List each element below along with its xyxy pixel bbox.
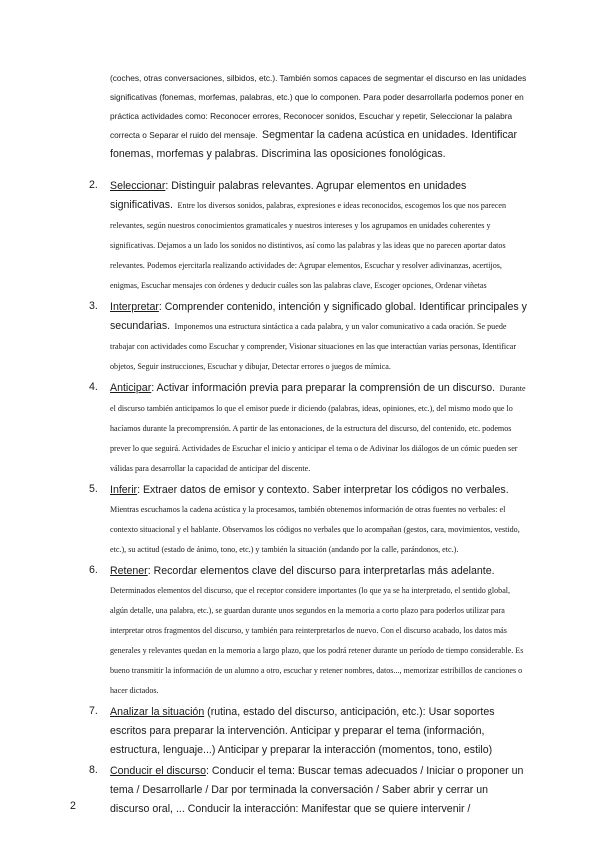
item-term: Inferir	[110, 484, 138, 496]
list-item	[0, 176, 530, 295]
item-term: Anticipar	[110, 382, 152, 394]
item-number: 2.	[89, 179, 98, 191]
item-detail: Mientras escuchamos la cadena acústica y la procesamos, también obtenemos información de otras fuentes no verbales: el contexto situacional y el hablante. Observamos los códigos no verbales que lo acompañan (gestos, cara, movimientos, vestido, etc.), su actitud (estado de ánimo, tono, etc.) y también la situación (andando por la calle, parándonos, etc.).	[110, 505, 520, 554]
item-number: 5.	[89, 483, 98, 495]
item-summary: : Activar información previa para preparar la comprensión de un discurso.	[151, 382, 496, 394]
list-item	[0, 761, 530, 818]
item-summary: : Extraer datos de emisor y contexto. Saber interpretar los códigos no verbales.	[137, 484, 509, 496]
item-number: 4.	[89, 381, 98, 393]
item-term: Seleccionar	[110, 180, 166, 192]
item-summary: (rutina, estado del discurso, anticipación, etc.): Usar soportes escritos para preparar la intervención. Anticipar y preparar el tema (información, estructura, lenguaje...) Anticipar y preparar la interacción (momentos, tono, estilo)	[110, 706, 495, 756]
item-summary: : Comprender contenido, intención y significado global. Identificar principales y secundarias.	[110, 301, 527, 332]
list-item	[0, 480, 530, 559]
item-detail: Determinados elementos del discurso, que el receptor considere importantes (lo que ya se ha interpretado, el sentido global, algún detalle, una palabra, etc.), se guardan durante unos segundos en la memoria a corto plazo para poderlos utilizar para interpretar otros fragmentos del discurso, y también para reinterpretarlos de nuevo. Con el discurso acabado, los datos más generales y relevantes quedan en la memoria a largo plazo, que los podrá retener durante un período de tiempo considerable. Es bueno transmitir la información de un alumno a otro, escuchar y retener nombres, datos..., memorizar estribillos de canciones o hacer dictados.	[110, 586, 524, 695]
list-item	[0, 378, 530, 478]
list-item	[0, 297, 530, 376]
intro-paragraph	[110, 68, 530, 163]
intro-small-text: (coches, otras conversaciones, silbidos, etc.). También somos capaces de segmentar el discurso en las unidades significativas (fonemas, morfemas, palabras, etc.) que lo componen. Para poder desarrollarla podemos poner en práctica actividades como: Reconocer errores, Reconocer sonidos, Escuchar y repetir, Seleccionar la palabra correcta o Separar el ruido del mensaje.	[110, 73, 527, 140]
item-number: 8.	[89, 764, 98, 776]
intro-large-text: Segmentar la cadena acústica en unidades. Identificar fonemas, morfemas y palabras. Discrimina las oposiciones fonológicas.	[110, 129, 518, 160]
item-detail: Imponemos una estructura sintáctica a cada palabra, y un valor comunicativo a cada oración. Se puede trabajar con actividades como Escuchar y comprender, Visionar situaciones en las que interactúan varias personas, Identificar objetos, Seguir instrucciones, Escuchar y dibujar, Detectar errores o juegos de mímica.	[110, 322, 517, 371]
item-number: 6.	[89, 564, 98, 576]
item-summary: : Distinguir palabras relevantes. Agrupar elementos en unidades significativas.	[110, 180, 467, 211]
numbered-list	[0, 176, 600, 820]
item-term: Interpretar	[110, 301, 159, 313]
item-number: 7.	[89, 705, 98, 717]
list-item	[0, 702, 530, 759]
item-number: 3.	[89, 300, 98, 312]
item-summary: : Recordar elementos clave del discurso para interpretarlas más adelante.	[147, 565, 495, 577]
list-item	[0, 561, 530, 700]
item-summary: : Conducir el tema: Buscar temas adecuados / Iniciar o proponer un tema / Desarrollarle / Dar por terminada la conversación / Saber abrir y cerrar un discurso oral, ... Conducir la interacción: Manifestar que se quiere intervenir /	[110, 765, 524, 815]
page-number: 2	[70, 800, 76, 812]
item-term: Conducir el discurso	[110, 765, 206, 777]
item-term: Retener	[110, 565, 148, 577]
item-term: Analizar la situación	[110, 706, 205, 718]
item-detail: Entre los diversos sonidos, palabras, expresiones e ideas reconocidos, escogemos los que nos parecen relevantes, según nuestros conocimientos gramaticales y nuestros intereses y los agrupamos en unidades coherentes y significativas. Dejamos a un lado los sonidos no distintivos, así como las palabras y las ideas que no parecen aportar datos relevantes. Podemos ejercitarla realizando actividades de: Agrupar elementos, Escuchar y resolver adivinanzas, acertijos, enigmas, Escuchar mensajes con órdenes y deducir cuáles son las palabras clave, Escoger opciones, Ordenar viñetas	[110, 201, 507, 290]
item-detail: Durante el discurso también anticipamos lo que el emisor puede ir diciendo (palabras, ideas, opiniones, etc.), del mismo modo que lo hacíamos durante la precomprensión. A partir de las entonaciones, de la estructura del discurso, del contenido, etc. podemos prever lo que seguirá. Actividades de Escuchar el inicio y anticipar el tema o de Adivinar los diálogos de un cómic pueden ser válidas para desarrollar la capacidad de anticipar del discente.	[110, 384, 526, 473]
